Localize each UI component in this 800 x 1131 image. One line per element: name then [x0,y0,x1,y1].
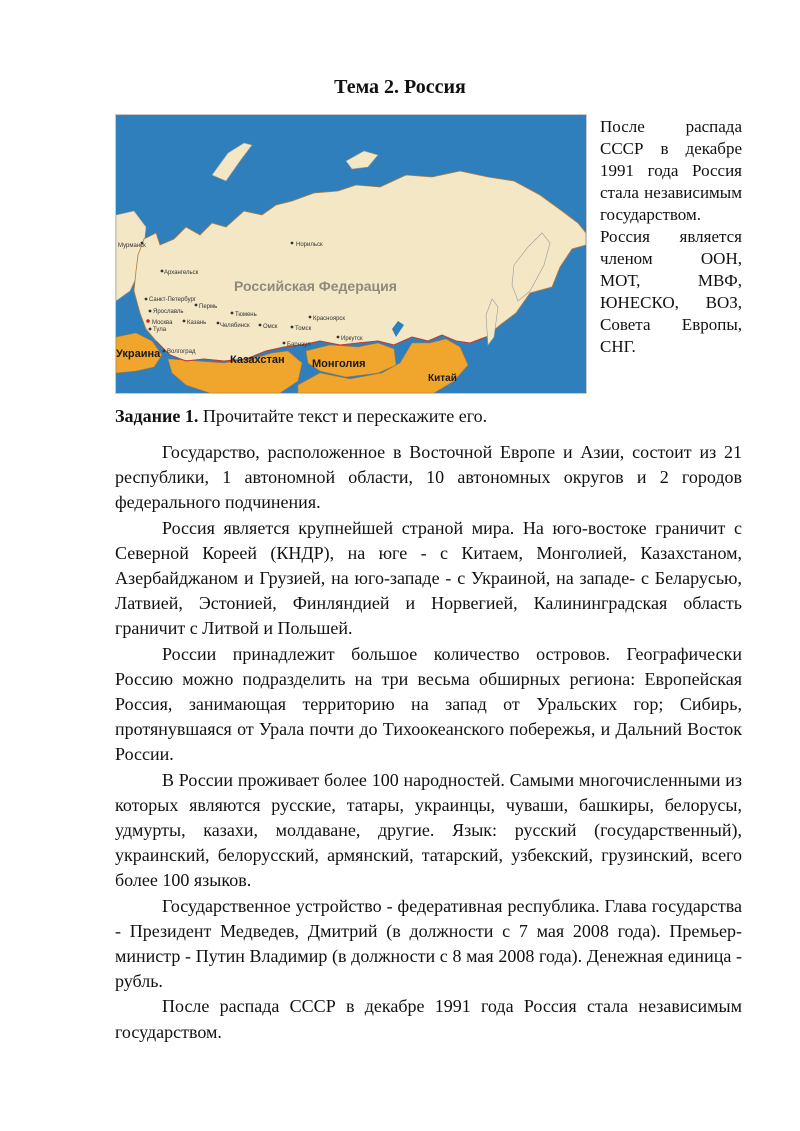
city-tyumen: Тюмень [235,312,257,318]
city-yaroslavl: Ярославль [153,309,184,315]
city-tomsk: Томск [295,326,312,332]
paragraph: России принадлежит большое количество островов. Географически Россию можно подразделить на три весьма обширных региона: Европейская Россия, занимающая территорию на запад от Уральских гор; Сибирь, протянувшаяся от Урала почти до Тихоокеанского побережья, и Дальний Восток России. [115,643,742,765]
china-label: Китай [428,373,457,384]
city-murmansk: Мурманск [118,243,146,249]
task-line [115,403,745,429]
city-moscow: Москва [152,320,173,326]
city-arkhangelsk: Архангельск [164,270,199,276]
federation-label: Российская Федерация [234,278,397,294]
city-chelyabinsk: Челябинск [220,323,250,329]
body-text [115,440,742,1045]
paragraph: Государство, расположенное в Восточной Европе и Азии, состоит из 21 республики, 1 автономной области, 10 автономных округов и 2 городов федерального подчинения. [115,442,742,513]
city-irkutsk: Иркутск [341,336,363,342]
city-norilsk: Норильск [296,242,323,248]
task-text: Прочитайте текст и перескажите его. [198,406,488,426]
city-perm: Пермь [199,304,218,310]
city-omsk: Омск [263,324,278,330]
city-spb: Санкт-Петербург [149,297,197,303]
city-barnaul: Барнаул [287,342,311,348]
kazakhstan-label: Казахстан [230,354,285,366]
task-label: Задание 1. [115,406,199,426]
paragraph: Государственное устройство - федеративная республика. Глава государства - Президент Медведев, Дмитрий (в должности с 7 мая 2008 года). Премьер-министр - Путин Владимир (в должности с 8 мая 2008 года). Денежная единица - рубль. [115,895,742,992]
page-title: Тема 2. Россия [334,76,466,98]
city-volgograd: Волгоград [167,349,196,355]
paragraph: В России проживает более 100 народностей. Самыми многочисленными из которых являются русские, татары, украинцы, чуваши, башкиры, белорусы, удмурты, казахи, молдаване, другие. Язык: русский (государственный), украинский, белорусский, армянский, татарский, узбекский, грузинский, всего более 100 языков. [115,769,742,891]
city-krasnoyarsk: Красноярск [313,316,346,322]
side-text: После распада СССР в декабре 1991 года Россия стала независимым государством. Россия является членом ООН, МОТ, МВФ, ЮНЕСКО, ВОЗ, Совета Европы, СНГ. [600,117,742,356]
city-tula: Тула [153,327,167,333]
city-kazan: Казань [187,320,207,326]
paragraph: После распада СССР в декабре 1991 года Россия стала независимым государством. [115,996,742,1042]
russia-map [115,114,587,394]
paragraph: Россия является крупнейшей страной мира. На юго-востоке граничит с Северной Кореей (КНДР), на юге - с Китаем, Монголией, Казахстаном, Азербайджаном и Грузией, на юго-западе - с Украиной, на западе- с Беларусью, Латвией, Эстонией, Финляндией и Норвегией, Калининградская область граничит с Литвой и Польшей. [115,517,742,639]
mongolia-label: Монголия [312,358,366,370]
ukraine-label: Украина [116,348,161,360]
